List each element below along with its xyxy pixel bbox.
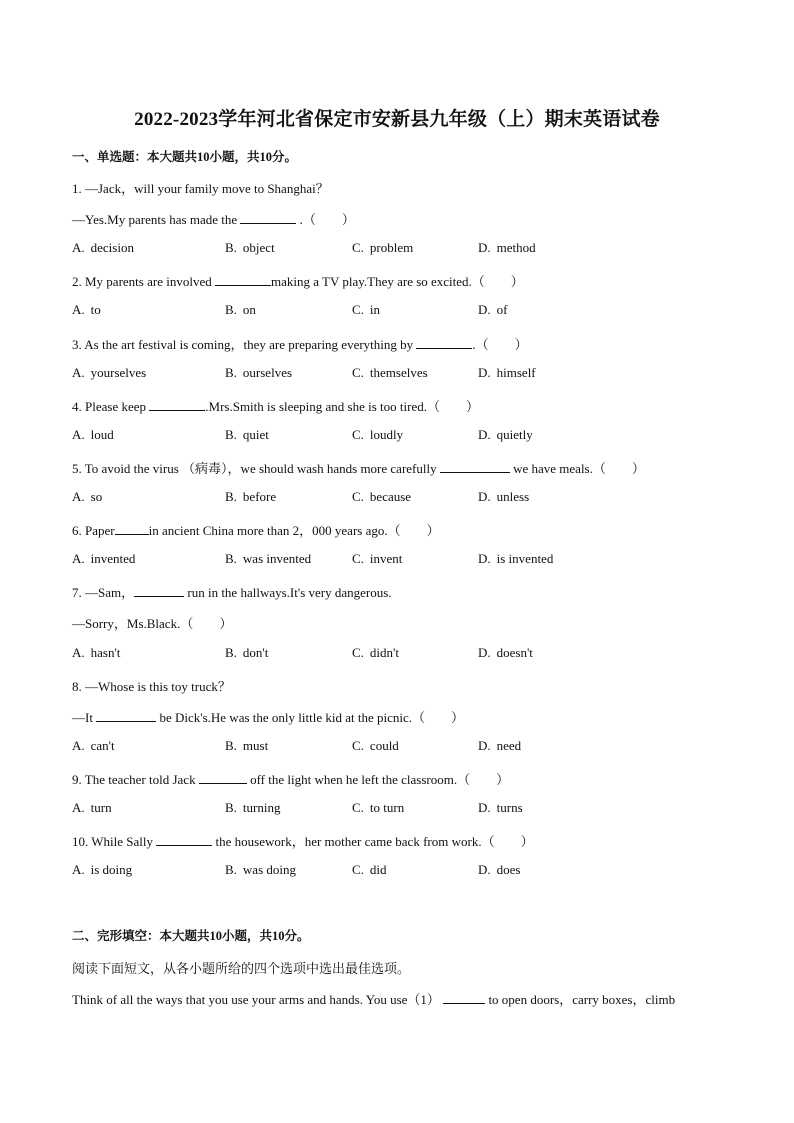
option-a[interactable] — [72, 240, 134, 256]
option-letter: C. — [352, 302, 364, 318]
option-text: don't — [242, 644, 269, 660]
question-text: run in the hallways.It's very dangerous. — [184, 585, 392, 601]
question-text: —Sorry，Ms.Black.（ ） — [72, 616, 233, 632]
option-letter: A. — [72, 302, 85, 318]
option-letter: A. — [72, 489, 85, 504]
option-letter: A. — [72, 551, 85, 567]
option-letter: B. — [225, 551, 237, 567]
question-text: —Yes.My parents has made the — [72, 212, 241, 228]
question-8-options — [72, 738, 722, 756]
question-text: 4. Please keep — [72, 398, 150, 414]
question-8-line-1 — [72, 676, 231, 695]
option-a[interactable] — [72, 427, 114, 443]
option-letter: C. — [352, 800, 364, 815]
option-text: turns — [496, 800, 523, 815]
option-b[interactable] — [225, 645, 268, 661]
option-text: because — [369, 489, 412, 504]
question-1-line-1 — [72, 178, 329, 197]
option-letter: D. — [478, 862, 491, 878]
option-letter: A. — [72, 862, 85, 878]
question-7-line-2 — [72, 613, 232, 632]
option-text: on — [242, 302, 256, 318]
question-10-options — [72, 862, 722, 880]
option-b[interactable] — [225, 738, 268, 754]
option-letter: C. — [352, 240, 364, 256]
option-text: didn't — [369, 644, 399, 660]
option-c[interactable] — [352, 800, 404, 816]
option-letter: A. — [72, 644, 85, 660]
question-text: the housework，her mother came back from work.（ ） — [212, 834, 534, 850]
option-letter: B. — [225, 800, 237, 815]
option-d[interactable] — [478, 365, 536, 381]
option-d[interactable] — [478, 427, 533, 443]
section2-heading: 二、完形填空：本大题共10小题，共10分。 — [72, 929, 310, 943]
answer-blank — [416, 336, 472, 349]
option-text: so — [90, 489, 103, 504]
answer-blank — [156, 833, 212, 846]
option-letter: D. — [478, 364, 491, 380]
question-3-line-1 — [72, 334, 528, 353]
option-text: unless — [496, 489, 530, 504]
option-letter: D. — [478, 737, 491, 753]
option-text: decision — [90, 240, 134, 256]
option-text: is invented — [496, 551, 554, 567]
option-c[interactable] — [352, 645, 399, 661]
option-text: doesn't — [496, 644, 533, 660]
option-c[interactable] — [352, 551, 402, 567]
option-b[interactable] — [225, 800, 280, 816]
option-text: problem — [369, 240, 414, 256]
option-a[interactable] — [72, 862, 132, 878]
question-text: 8. —Whose is this toy truck？ — [72, 678, 231, 694]
option-text: turning — [242, 800, 281, 815]
option-text: was doing — [242, 862, 297, 878]
option-c[interactable] — [352, 427, 403, 443]
question-text: off the light when he left the classroom.（ ） — [246, 771, 510, 787]
question-1-line-2 — [72, 209, 355, 228]
question-text: making a TV play.They are so excited.（ ） — [270, 274, 524, 290]
option-b[interactable] — [225, 862, 296, 878]
option-d[interactable] — [478, 302, 507, 318]
option-b[interactable] — [225, 240, 275, 256]
option-letter: D. — [478, 800, 491, 815]
passage-text: Think of all the ways that you use your arms and hands. You use（1） — [72, 992, 444, 1007]
option-letter: B. — [225, 364, 237, 380]
question-text: 7. —Sam， — [72, 585, 135, 601]
option-text: to — [90, 302, 101, 318]
option-letter: D. — [478, 302, 491, 318]
option-a[interactable] — [72, 645, 120, 661]
option-text: could — [369, 737, 399, 753]
option-letter: B. — [225, 862, 237, 878]
option-d[interactable] — [478, 738, 521, 754]
option-text: does — [496, 862, 521, 878]
question-text: .Mrs.Smith is sleeping and she is too tired.（ ） — [205, 398, 479, 414]
option-text: himself — [496, 364, 536, 380]
question-2-line-1 — [72, 271, 524, 290]
question-text: .（ ） — [472, 336, 528, 352]
option-letter: A. — [72, 737, 85, 753]
question-9-line-1 — [72, 769, 509, 788]
question-6-options — [72, 551, 722, 569]
option-text: of — [496, 302, 508, 318]
option-letter: D. — [478, 240, 491, 256]
question-2-options — [72, 302, 722, 320]
option-c[interactable] — [352, 738, 399, 754]
passage-line — [72, 989, 675, 1008]
option-b[interactable] — [225, 427, 269, 443]
option-d[interactable] — [478, 551, 553, 567]
option-b[interactable] — [225, 489, 276, 505]
question-4-line-1 — [72, 396, 479, 415]
question-text: .（ ） — [296, 212, 355, 228]
option-a[interactable] — [72, 738, 115, 754]
option-text: loudly — [369, 426, 404, 442]
option-text: to turn — [369, 800, 405, 815]
option-letter: C. — [352, 489, 364, 504]
option-letter: C. — [352, 737, 364, 753]
option-text: invent — [369, 551, 403, 567]
option-text: can't — [90, 737, 115, 753]
option-letter: C. — [352, 644, 364, 660]
question-text: 5. To avoid the virus （病毒），we should wash hands more carefully — [72, 460, 440, 476]
option-text: ourselves — [242, 364, 293, 380]
option-text: quiet — [242, 426, 269, 442]
option-text: turn — [90, 800, 112, 815]
option-letter: D. — [478, 551, 491, 567]
option-letter: B. — [225, 302, 237, 318]
option-d[interactable] — [478, 862, 520, 878]
option-letter: C. — [352, 551, 364, 567]
question-8-line-2 — [72, 707, 464, 726]
question-text: 3. As the art festival is coming，they are preparing everything by — [72, 336, 417, 352]
option-text: hasn't — [90, 644, 121, 660]
option-text: yourselves — [90, 364, 147, 380]
option-b[interactable] — [225, 302, 256, 318]
option-text: themselves — [369, 364, 428, 380]
option-letter: B. — [225, 240, 237, 256]
answer-blank — [199, 771, 247, 784]
question-10-line-1 — [72, 831, 534, 850]
question-6-line-1 — [72, 520, 440, 539]
option-text: invented — [90, 551, 136, 567]
option-a[interactable] — [72, 489, 102, 505]
question-text: we have meals.（ ） — [509, 460, 645, 476]
option-letter: D. — [478, 426, 491, 442]
option-letter: C. — [352, 862, 364, 878]
passage-text-rest: to open doors，carry boxes，climb — [485, 992, 676, 1007]
question-text: 2. My parents are involved — [72, 274, 215, 290]
option-a[interactable] — [72, 302, 101, 318]
option-c[interactable] — [352, 240, 413, 256]
option-text: in — [369, 302, 381, 318]
section2-instruction: 阅读下面短文，从各小题所给的四个选项中选出最佳选项。 — [72, 961, 411, 976]
option-b[interactable] — [225, 551, 311, 567]
answer-blank — [96, 709, 156, 722]
option-d[interactable] — [478, 800, 523, 816]
option-b[interactable] — [225, 365, 292, 381]
answer-blank — [115, 522, 149, 535]
question-3-options — [72, 365, 722, 383]
option-c[interactable] — [352, 862, 387, 878]
question-text: 1. —Jack，will your family move to Shanghai？ — [72, 181, 329, 196]
option-letter: B. — [225, 737, 237, 753]
question-4-options — [72, 427, 722, 445]
option-text: must — [242, 737, 269, 753]
answer-blank — [240, 211, 296, 224]
question-7-options — [72, 645, 722, 663]
option-text: was invented — [242, 551, 312, 567]
option-text: quietly — [496, 426, 533, 442]
question-text: in ancient China more than 2，000 years ago.（ ） — [148, 523, 440, 539]
option-letter: C. — [352, 426, 364, 442]
answer-blank — [215, 273, 271, 286]
question-5-options — [72, 489, 722, 507]
answer-blank — [149, 398, 205, 411]
answer-blank — [440, 460, 510, 473]
question-text: 6. Paper — [72, 523, 115, 539]
option-text: method — [496, 240, 536, 256]
option-letter: A. — [72, 240, 85, 256]
option-letter: A. — [72, 800, 85, 815]
question-text: be Dick's.He was the only little kid at the picnic.（ ） — [156, 709, 464, 725]
question-7-line-1 — [72, 582, 392, 601]
option-text: loud — [90, 426, 114, 442]
section1-heading: 一、单选题：本大题共10小题，共10分。 — [72, 150, 298, 164]
option-letter: C. — [352, 364, 364, 380]
option-text: need — [496, 737, 522, 753]
option-a[interactable] — [72, 800, 112, 816]
option-d[interactable] — [478, 645, 533, 661]
option-letter: A. — [72, 426, 85, 442]
option-a[interactable] — [72, 365, 146, 381]
question-text: —It — [72, 709, 97, 725]
question-5-line-1 — [72, 458, 645, 477]
question-9-options — [72, 800, 722, 818]
option-c[interactable] — [352, 365, 428, 381]
question-text: 9. The teacher told Jack — [72, 771, 199, 787]
answer-blank — [443, 991, 485, 1004]
option-c[interactable] — [352, 489, 411, 505]
option-a[interactable] — [72, 551, 135, 567]
question-text: 10. While Sally — [72, 834, 157, 850]
option-text: did — [369, 862, 387, 878]
question-1-options — [72, 240, 722, 258]
option-letter: B. — [225, 426, 237, 442]
option-c[interactable] — [352, 302, 380, 318]
option-d[interactable] — [478, 240, 536, 256]
option-text: object — [242, 240, 275, 256]
option-letter: B. — [225, 644, 237, 660]
option-letter: B. — [225, 489, 237, 504]
answer-blank — [134, 584, 184, 597]
option-letter: A. — [72, 364, 85, 380]
option-letter: D. — [478, 489, 491, 504]
option-letter: D. — [478, 644, 491, 660]
option-text: before — [242, 489, 277, 504]
page-title: 2022-2023学年河北省保定市安新县九年级（上）期末英语试卷 — [134, 109, 660, 130]
option-d[interactable] — [478, 489, 529, 505]
option-text: is doing — [90, 862, 133, 878]
